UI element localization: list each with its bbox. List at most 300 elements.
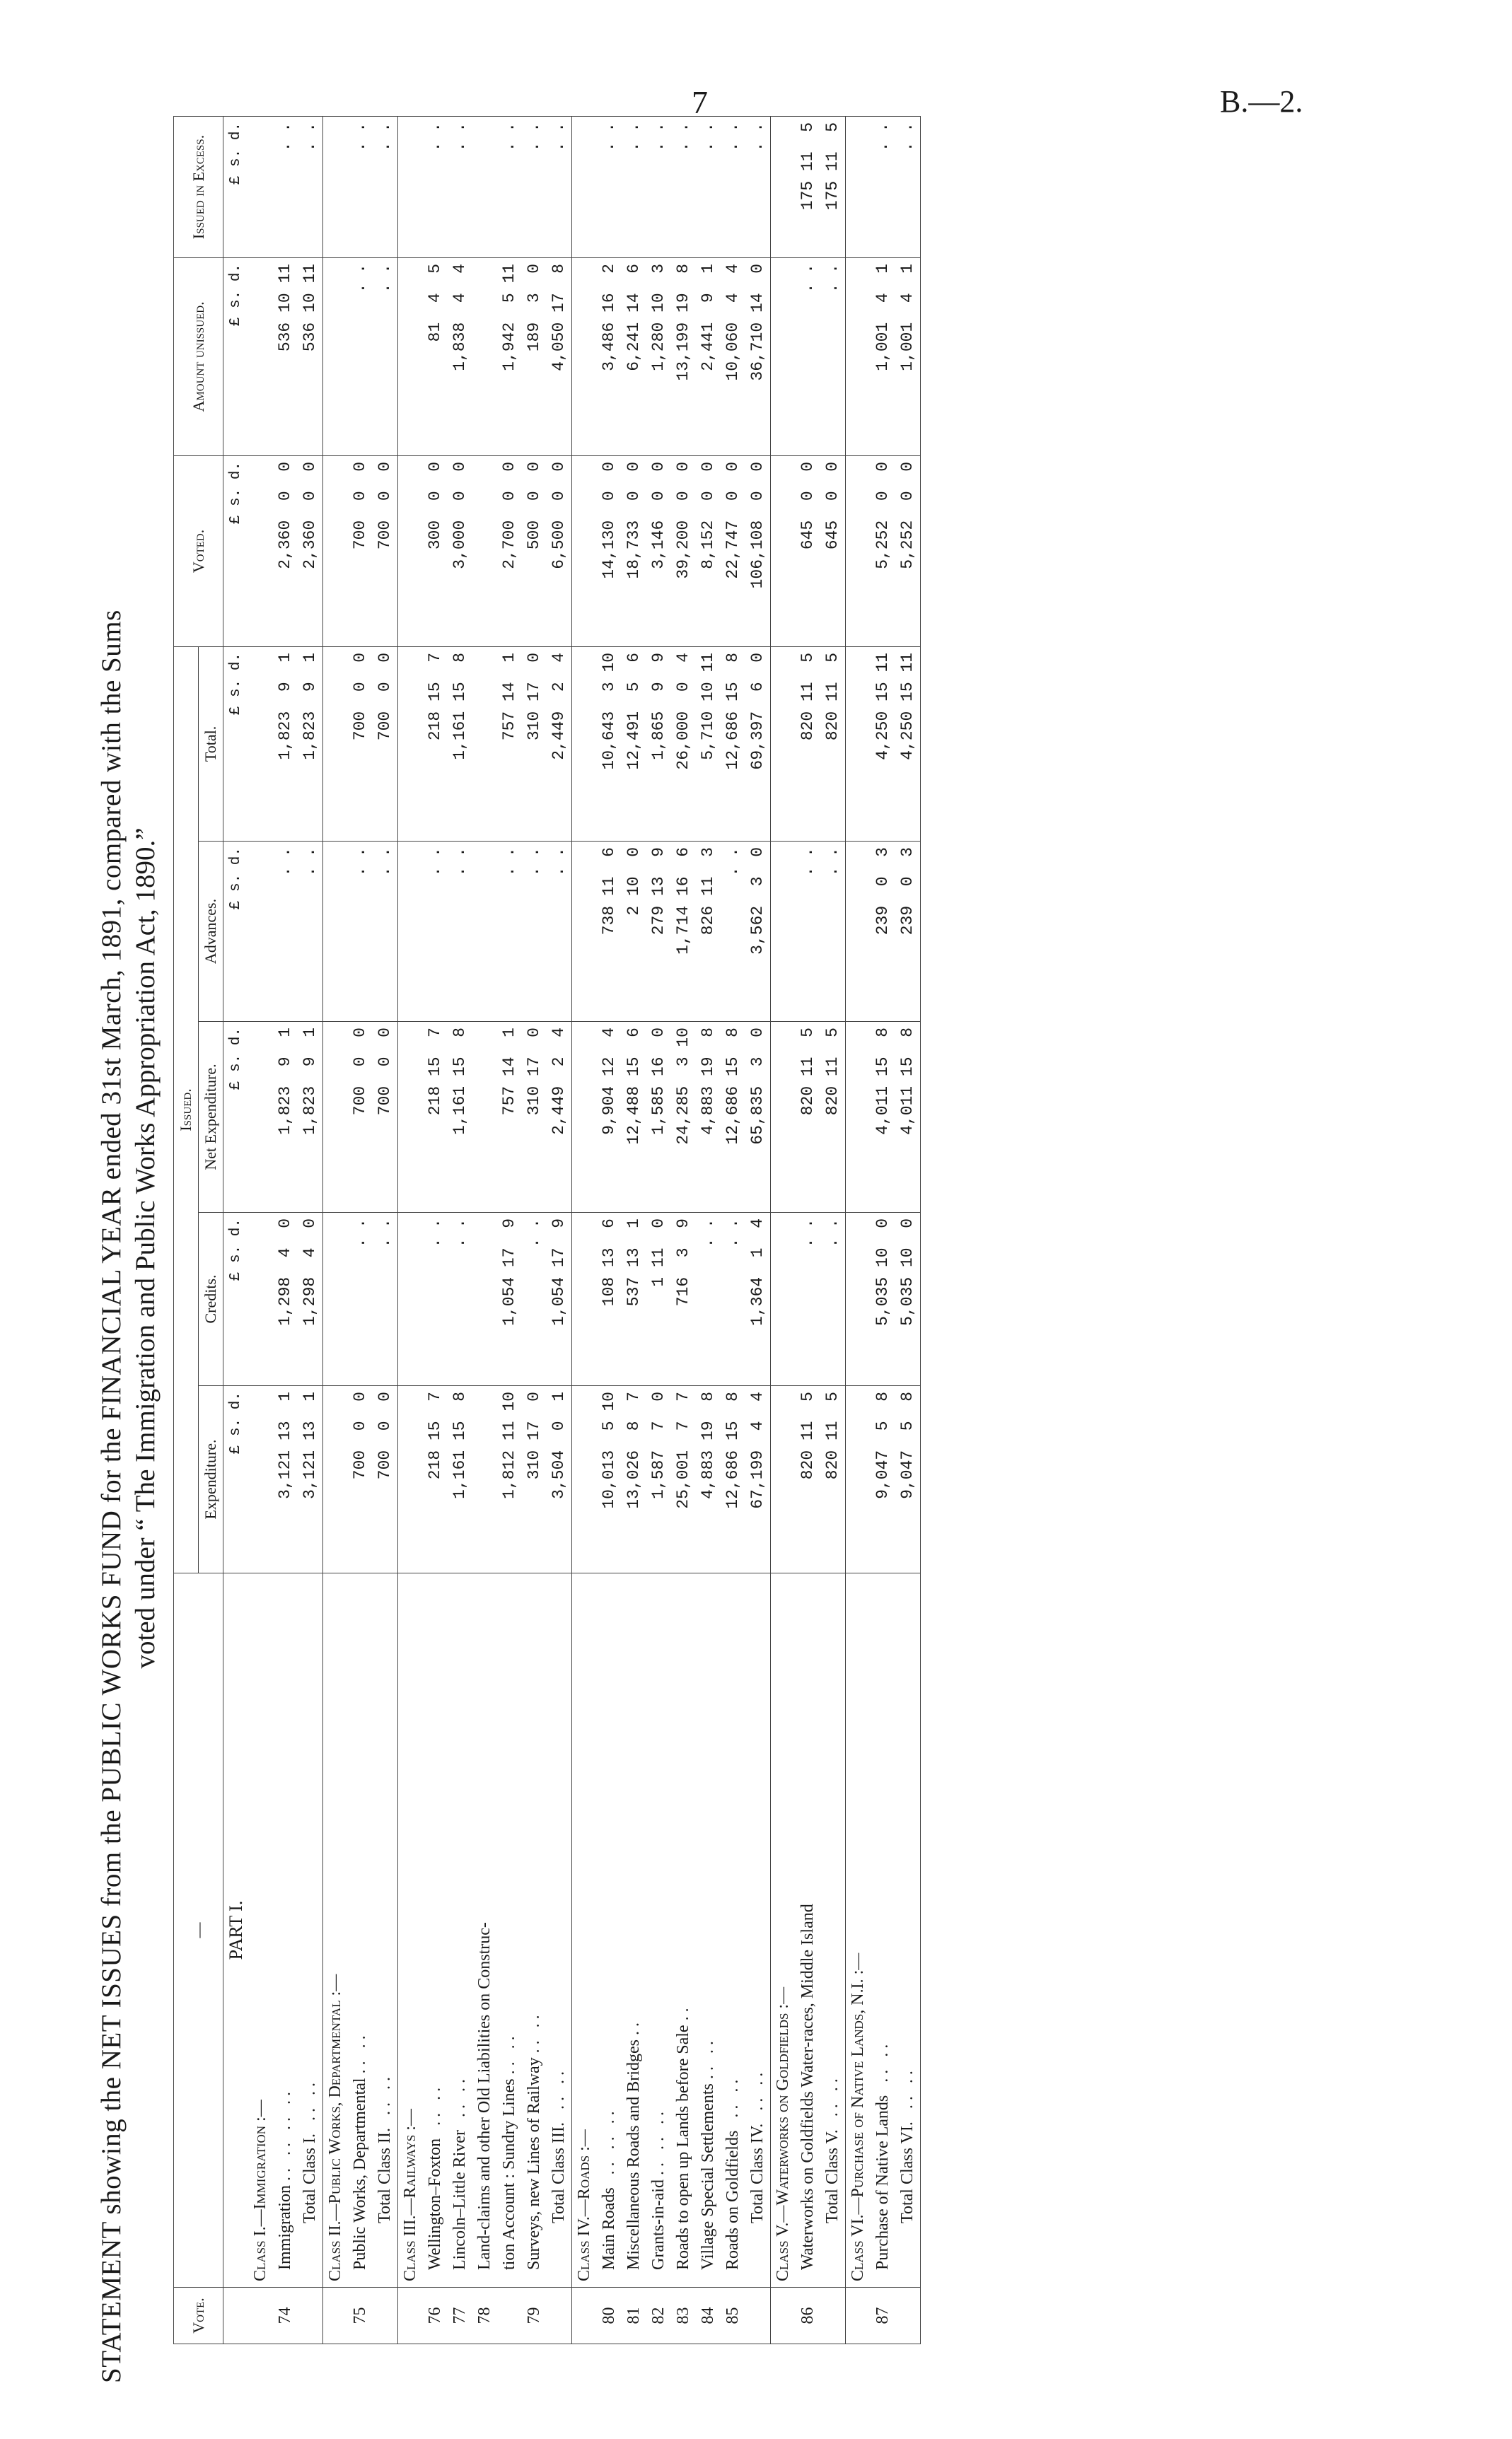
net-expenditure-cell <box>572 1022 598 1213</box>
voted-cell <box>248 455 273 646</box>
expenditure-cell: 820 11 5 <box>820 1386 846 1573</box>
table-row <box>597 116 622 2344</box>
advances-cell: 738 11 6 <box>597 842 622 1022</box>
unit-label: £ s. d. <box>223 842 249 1022</box>
amount-unissued-cell: 189 3 0 <box>522 257 547 455</box>
header-issued: Issued. <box>174 646 199 1573</box>
expenditure-cell <box>398 1386 424 1573</box>
advances-cell: . . <box>273 842 298 1022</box>
amount-unissued-cell: . . <box>796 257 820 455</box>
net-expenditure-cell: 1,823 9 1 <box>298 1022 323 1213</box>
total-cell: 2,449 2 4 <box>547 646 572 841</box>
header-expenditure: Expenditure. <box>199 1386 223 1573</box>
advances-cell: . . <box>448 842 472 1022</box>
class-heading-row <box>846 116 871 2344</box>
issued-in-excess-cell: . . <box>622 116 646 257</box>
total-cell <box>323 646 349 841</box>
expenditure-cell <box>771 1386 796 1573</box>
statement-table <box>173 116 921 2344</box>
advances-cell: . . <box>796 842 820 1022</box>
vote-cell: 86 <box>796 2288 820 2344</box>
voted-cell <box>472 455 497 646</box>
vote-cell: 75 <box>348 2288 373 2344</box>
total-row <box>373 116 398 2344</box>
total-cell: 820 11 5 <box>796 646 820 841</box>
amount-unissued-cell: 2,441 9 1 <box>696 257 721 455</box>
expenditure-cell: 9,047 5 8 <box>895 1386 921 1573</box>
voted-cell: 106,108 0 0 <box>745 455 771 646</box>
issued-in-excess-cell <box>248 116 273 257</box>
unit-label: £ s. d. <box>223 116 249 257</box>
amount-unissued-cell: 3,486 16 2 <box>597 257 622 455</box>
table-row <box>696 116 721 2344</box>
issued-in-excess-cell: . . <box>646 116 671 257</box>
credits-cell: . . <box>721 1213 745 1386</box>
net-expenditure-cell: 9,904 12 4 <box>597 1022 622 1213</box>
description-cell: Main Roads . . . . . . <box>597 1573 622 2288</box>
total-cell: 700 0 0 <box>348 646 373 841</box>
amount-unissued-cell: 6,241 14 6 <box>622 257 646 455</box>
description-cell: Roads on Goldfields . . . . <box>721 1573 745 2288</box>
description-cell: Total Class I. . . . . <box>298 1573 323 2288</box>
advances-cell: 1,714 16 6 <box>671 842 696 1022</box>
unit-label: £ s. d. <box>223 1386 249 1573</box>
net-expenditure-cell: 4,011 15 8 <box>871 1022 895 1213</box>
unit-label: £ s. d. <box>223 646 249 841</box>
vote-cell <box>745 2288 771 2344</box>
advances-cell: 2 10 0 <box>622 842 646 1022</box>
expenditure-cell <box>846 1386 871 1573</box>
total-cell: 700 0 0 <box>373 646 398 841</box>
class-heading-row <box>248 116 273 2344</box>
voted-cell: 2,360 0 0 <box>298 455 323 646</box>
amount-unissued-cell <box>572 257 598 455</box>
issued-in-excess-cell: . . <box>423 116 448 257</box>
table-row <box>721 116 745 2344</box>
credits-cell <box>398 1213 424 1386</box>
total-cell: 12,686 15 8 <box>721 646 745 841</box>
vote-cell: 80 <box>597 2288 622 2344</box>
total-cell: 12,491 5 6 <box>622 646 646 841</box>
unit-label: £ s. d. <box>223 1022 249 1213</box>
description-cell: Public Works, Departmental . . . . <box>348 1573 373 2288</box>
net-expenditure-cell: 1,161 15 8 <box>448 1022 472 1213</box>
credits-cell: 1,054 17 9 <box>547 1213 572 1386</box>
credits-cell: . . <box>423 1213 448 1386</box>
net-expenditure-cell: 24,285 3 10 <box>671 1022 696 1213</box>
credits-cell: . . <box>373 1213 398 1386</box>
net-expenditure-cell: 12,686 15 8 <box>721 1022 745 1213</box>
voted-cell: 2,700 0 0 <box>497 455 522 646</box>
amount-unissued-cell: . . <box>348 257 373 455</box>
credits-cell <box>248 1213 273 1386</box>
description-cell: Total Class II. . . . . <box>373 1573 398 2288</box>
issued-in-excess-cell: . . <box>273 116 298 257</box>
advances-cell <box>323 842 349 1022</box>
amount-unissued-cell <box>323 257 349 455</box>
amount-unissued-cell: 1,280 10 3 <box>646 257 671 455</box>
expenditure-cell: 218 15 7 <box>423 1386 448 1573</box>
net-expenditure-cell <box>771 1022 796 1213</box>
voted-cell <box>771 455 796 646</box>
advances-cell: . . <box>298 842 323 1022</box>
expenditure-cell: 3,121 13 1 <box>273 1386 298 1573</box>
description-cell: Waterworks on Goldfields Water-races, Middle Island <box>796 1573 820 2288</box>
net-expenditure-cell: 820 11 5 <box>796 1022 820 1213</box>
expenditure-cell: 67,199 4 4 <box>745 1386 771 1573</box>
issued-in-excess-cell <box>323 116 349 257</box>
credits-cell: 1,054 17 9 <box>497 1213 522 1386</box>
net-expenditure-cell <box>846 1022 871 1213</box>
net-expenditure-cell: 218 15 7 <box>423 1022 448 1213</box>
advances-cell <box>771 842 796 1022</box>
vote-cell <box>771 2288 796 2344</box>
voted-cell <box>398 455 424 646</box>
description-cell: tion Account : Sundry Lines . . . . <box>497 1573 522 2288</box>
description-cell: Lincoln–Little River . . . . <box>448 1573 472 2288</box>
amount-unissued-cell: 1,001 4 1 <box>895 257 921 455</box>
amount-unissued-cell: 36,710 14 0 <box>745 257 771 455</box>
vote-cell <box>547 2288 572 2344</box>
voted-cell: 14,130 0 0 <box>597 455 622 646</box>
issued-in-excess-cell: . . <box>895 116 921 257</box>
vote-cell <box>820 2288 846 2344</box>
page-number: 7 <box>692 84 708 120</box>
vote-cell <box>497 2288 522 2344</box>
description-cell: Class III.—Railways :— <box>398 1573 424 2288</box>
advances-cell: 239 0 3 <box>871 842 895 1022</box>
voted-cell: 645 0 0 <box>796 455 820 646</box>
voted-cell <box>572 455 598 646</box>
table-row <box>622 116 646 2344</box>
issued-in-excess-cell <box>472 116 497 257</box>
description-cell: Class I.—Immigration :— <box>248 1573 273 2288</box>
expenditure-cell <box>572 1386 598 1573</box>
issued-in-excess-cell <box>572 116 598 257</box>
expenditure-cell <box>248 1386 273 1573</box>
net-expenditure-cell <box>323 1022 349 1213</box>
advances-cell: 3,562 3 0 <box>745 842 771 1022</box>
net-expenditure-cell: 310 17 0 <box>522 1022 547 1213</box>
net-expenditure-cell: 2,449 2 4 <box>547 1022 572 1213</box>
voted-cell: 2,360 0 0 <box>273 455 298 646</box>
unit-label: £ s. d. <box>223 257 249 455</box>
vote-cell: 74 <box>273 2288 298 2344</box>
description-cell: Total Class V. . . . . <box>820 1573 846 2288</box>
amount-unissued-cell <box>846 257 871 455</box>
total-cell: 10,643 3 10 <box>597 646 622 841</box>
unit-label: £ s. d. <box>223 1213 249 1386</box>
issued-in-excess-cell <box>846 116 871 257</box>
net-expenditure-cell: 1,585 16 0 <box>646 1022 671 1213</box>
advances-cell <box>572 842 598 1022</box>
issued-in-excess-cell <box>398 116 424 257</box>
expenditure-cell: 10,013 5 10 <box>597 1386 622 1573</box>
total-cell: 757 14 1 <box>497 646 522 841</box>
description-cell: Class V.—Waterworks on Goldfields :— <box>771 1573 796 2288</box>
advances-cell: . . <box>547 842 572 1022</box>
vote-cell: 77 <box>448 2288 472 2344</box>
advances-cell: 239 0 3 <box>895 842 921 1022</box>
table-row <box>871 116 895 2344</box>
advances-cell <box>846 842 871 1022</box>
advances-cell: . . <box>820 842 846 1022</box>
expenditure-cell: 3,504 0 1 <box>547 1386 572 1573</box>
header-total: Total. <box>199 646 223 841</box>
vote-cell: 83 <box>671 2288 696 2344</box>
total-cell: 4,250 15 11 <box>895 646 921 841</box>
vote-cell: 78 <box>472 2288 497 2344</box>
total-cell: 5,710 10 11 <box>696 646 721 841</box>
expenditure-cell <box>472 1386 497 1573</box>
voted-cell: 500 0 0 <box>522 455 547 646</box>
expenditure-cell: 700 0 0 <box>373 1386 398 1573</box>
table-row <box>423 116 448 2344</box>
amount-unissued-cell: . . <box>820 257 846 455</box>
header-issued-in-excess: Issued in Excess. <box>174 116 223 257</box>
expenditure-cell: 310 17 0 <box>522 1386 547 1573</box>
credits-cell: 5,035 10 0 <box>871 1213 895 1386</box>
amount-unissued-cell <box>248 257 273 455</box>
voted-cell <box>323 455 349 646</box>
table-row <box>472 116 497 2344</box>
expenditure-cell: 25,001 7 7 <box>671 1386 696 1573</box>
total-cell: 69,397 6 0 <box>745 646 771 841</box>
issued-in-excess-cell: . . <box>298 116 323 257</box>
vote-cell <box>846 2288 871 2344</box>
description-cell: Immigration . . . . . . . . <box>273 1573 298 2288</box>
total-cell: 218 15 7 <box>423 646 448 841</box>
advances-cell: . . <box>348 842 373 1022</box>
voted-cell: 3,000 0 0 <box>448 455 472 646</box>
net-expenditure-cell: 820 11 5 <box>820 1022 846 1213</box>
issued-in-excess-cell: . . <box>671 116 696 257</box>
total-cell <box>248 646 273 841</box>
issued-in-excess-cell <box>771 116 796 257</box>
credits-cell: 537 13 1 <box>622 1213 646 1386</box>
vote-cell <box>373 2288 398 2344</box>
net-expenditure-cell <box>472 1022 497 1213</box>
credits-cell: . . <box>820 1213 846 1386</box>
vote-cell: 85 <box>721 2288 745 2344</box>
issued-in-excess-cell: . . <box>348 116 373 257</box>
credits-cell: . . <box>448 1213 472 1386</box>
description-cell: Total Class VI. . . . . <box>895 1573 921 2288</box>
document-reference: B.—2. <box>1220 84 1303 119</box>
table-row <box>497 116 522 2344</box>
voted-cell: 6,500 0 0 <box>547 455 572 646</box>
vote-cell <box>398 2288 424 2344</box>
net-expenditure-cell: 12,488 15 6 <box>622 1022 646 1213</box>
amount-unissued-cell <box>771 257 796 455</box>
description-cell: Surveys, new Lines of Railway . . . . <box>522 1573 547 2288</box>
net-expenditure-cell: 1,823 9 1 <box>273 1022 298 1213</box>
credits-cell: 1,364 1 4 <box>745 1213 771 1386</box>
amount-unissued-cell: 1,942 5 11 <box>497 257 522 455</box>
advances-cell: . . <box>373 842 398 1022</box>
table-row <box>522 116 547 2344</box>
credits-cell <box>323 1213 349 1386</box>
description-cell: Grants-in-aid . . . . . . <box>646 1573 671 2288</box>
voted-cell: 700 0 0 <box>373 455 398 646</box>
expenditure-cell: 3,121 13 1 <box>298 1386 323 1573</box>
advances-cell: 279 13 9 <box>646 842 671 1022</box>
vote-cell: 79 <box>522 2288 547 2344</box>
total-cell: 26,000 0 4 <box>671 646 696 841</box>
credits-cell: . . <box>522 1213 547 1386</box>
net-expenditure-cell: 65,835 3 0 <box>745 1022 771 1213</box>
amount-unissued-cell: 536 10 11 <box>298 257 323 455</box>
expenditure-cell: 1,587 7 0 <box>646 1386 671 1573</box>
description-cell: Total Class III. . . . . <box>547 1573 572 2288</box>
total-cell: 310 17 0 <box>522 646 547 841</box>
voted-cell: 300 0 0 <box>423 455 448 646</box>
class-heading-row <box>771 116 796 2344</box>
voted-cell: 5,252 0 0 <box>871 455 895 646</box>
vote-cell <box>298 2288 323 2344</box>
header-vote: Vote. <box>174 2288 223 2344</box>
description-cell: Village Special Settlements . . . . <box>696 1573 721 2288</box>
amount-unissued-cell <box>472 257 497 455</box>
total-cell: 1,161 15 8 <box>448 646 472 841</box>
total-cell: 4,250 15 11 <box>871 646 895 841</box>
amount-unissued-cell: 1,838 4 4 <box>448 257 472 455</box>
expenditure-cell: 12,686 15 8 <box>721 1386 745 1573</box>
expenditure-cell: 700 0 0 <box>348 1386 373 1573</box>
header-net-expenditure: Net Expenditure. <box>199 1022 223 1213</box>
voted-cell: 18,733 0 0 <box>622 455 646 646</box>
expenditure-cell <box>323 1386 349 1573</box>
vote-cell: 84 <box>696 2288 721 2344</box>
net-expenditure-cell: 700 0 0 <box>348 1022 373 1213</box>
description-cell: Purchase of Native Lands . . . . <box>871 1573 895 2288</box>
credits-cell <box>846 1213 871 1386</box>
table-row <box>448 116 472 2344</box>
voted-cell: 39,200 0 0 <box>671 455 696 646</box>
expenditure-cell: 4,883 19 8 <box>696 1386 721 1573</box>
description-cell: Roads to open up Lands before Sale . . <box>671 1573 696 2288</box>
credits-cell <box>472 1213 497 1386</box>
advances-cell: . . <box>423 842 448 1022</box>
total-cell: 1,823 9 1 <box>298 646 323 841</box>
advances-cell: 826 11 3 <box>696 842 721 1022</box>
amount-unissued-cell: 536 10 11 <box>273 257 298 455</box>
total-row <box>895 116 921 2344</box>
vote-cell <box>248 2288 273 2344</box>
vote-cell: 82 <box>646 2288 671 2344</box>
vote-cell: 81 <box>622 2288 646 2344</box>
expenditure-cell: 9,047 5 8 <box>871 1386 895 1573</box>
vote-cell: 87 <box>871 2288 895 2344</box>
header-voted: Voted. <box>174 455 223 646</box>
amount-unissued-cell <box>398 257 424 455</box>
class-heading-row <box>323 116 349 2344</box>
vote-cell <box>572 2288 598 2344</box>
issued-in-excess-cell: . . <box>871 116 895 257</box>
description-cell: Class II.—Public Works, Departmental :— <box>323 1573 349 2288</box>
credits-cell: . . <box>348 1213 373 1386</box>
voted-cell: 5,252 0 0 <box>895 455 921 646</box>
issued-in-excess-cell: . . <box>448 116 472 257</box>
table-row <box>348 116 373 2344</box>
vote-cell <box>895 2288 921 2344</box>
total-cell: 1,865 9 9 <box>646 646 671 841</box>
vote-cell: 76 <box>423 2288 448 2344</box>
issued-in-excess-cell: . . <box>696 116 721 257</box>
amount-unissued-cell: 10,060 4 4 <box>721 257 745 455</box>
amount-unissued-cell: 13,199 19 8 <box>671 257 696 455</box>
description-cell: Class IV.—Roads :— <box>572 1573 598 2288</box>
advances-cell: . . <box>497 842 522 1022</box>
rotated-statement <box>67 113 1425 2383</box>
net-expenditure-cell: 4,011 15 8 <box>895 1022 921 1213</box>
expenditure-cell: 820 11 5 <box>796 1386 820 1573</box>
description-cell: Miscellaneous Roads and Bridges . . <box>622 1573 646 2288</box>
credits-cell: 1 11 0 <box>646 1213 671 1386</box>
table-row <box>796 116 820 2344</box>
voted-cell: 8,152 0 0 <box>696 455 721 646</box>
total-cell <box>771 646 796 841</box>
credits-cell: 108 13 6 <box>597 1213 622 1386</box>
issued-in-excess-cell: . . <box>522 116 547 257</box>
total-row <box>547 116 572 2344</box>
amount-unissued-cell: 1,001 4 1 <box>871 257 895 455</box>
total-cell <box>472 646 497 841</box>
voted-cell: 3,146 0 0 <box>646 455 671 646</box>
total-cell <box>398 646 424 841</box>
amount-unissued-cell: 4,050 17 8 <box>547 257 572 455</box>
voted-cell: 700 0 0 <box>348 455 373 646</box>
credits-cell: 1,298 4 0 <box>298 1213 323 1386</box>
total-row <box>298 116 323 2344</box>
net-expenditure-cell: 700 0 0 <box>373 1022 398 1213</box>
voted-cell <box>846 455 871 646</box>
description-cell: Wellington–Foxton . . . . <box>423 1573 448 2288</box>
expenditure-cell: 1,812 11 10 <box>497 1386 522 1573</box>
advances-cell <box>472 842 497 1022</box>
table-row <box>671 116 696 2344</box>
net-expenditure-cell: 4,883 19 8 <box>696 1022 721 1213</box>
total-cell <box>846 646 871 841</box>
statement-title: STATEMENT showing the NET ISSUES from the PUBLIC WORKS FUND for the FINANCIAL YEAR ended 31st March, 1891, compared with the Sums <box>96 610 127 2383</box>
expenditure-cell: 1,161 15 8 <box>448 1386 472 1573</box>
description-cell: Land-claims and other Old Liabilities on Construc- <box>472 1573 497 2288</box>
issued-in-excess-cell: . . <box>497 116 522 257</box>
credits-cell: . . <box>696 1213 721 1386</box>
part-label: PART I. <box>223 1573 249 2288</box>
header-description: — <box>174 1573 223 2288</box>
expenditure-cell: 13,026 8 7 <box>622 1386 646 1573</box>
credits-cell: 1,298 4 0 <box>273 1213 298 1386</box>
issued-in-excess-cell: . . <box>721 116 745 257</box>
total-row <box>820 116 846 2344</box>
advances-cell <box>248 842 273 1022</box>
advances-cell: . . <box>522 842 547 1022</box>
class-heading-row <box>572 116 598 2344</box>
credits-cell: 716 3 9 <box>671 1213 696 1386</box>
statement-subtitle: voted under “ The Immigration and Public Works Appropriation Act, 1890.” <box>130 827 161 1669</box>
issued-in-excess-cell: 175 11 5 <box>796 116 820 257</box>
net-expenditure-cell: 757 14 1 <box>497 1022 522 1213</box>
total-cell <box>572 646 598 841</box>
credits-cell <box>572 1213 598 1386</box>
issued-in-excess-cell: 175 11 5 <box>820 116 846 257</box>
issued-in-excess-cell: . . <box>597 116 622 257</box>
issued-in-excess-cell: . . <box>547 116 572 257</box>
description-cell: Class VI.—Purchase of Native Lands, N.I. :— <box>846 1573 871 2288</box>
total-cell: 1,823 9 1 <box>273 646 298 841</box>
voted-cell: 22,747 0 0 <box>721 455 745 646</box>
